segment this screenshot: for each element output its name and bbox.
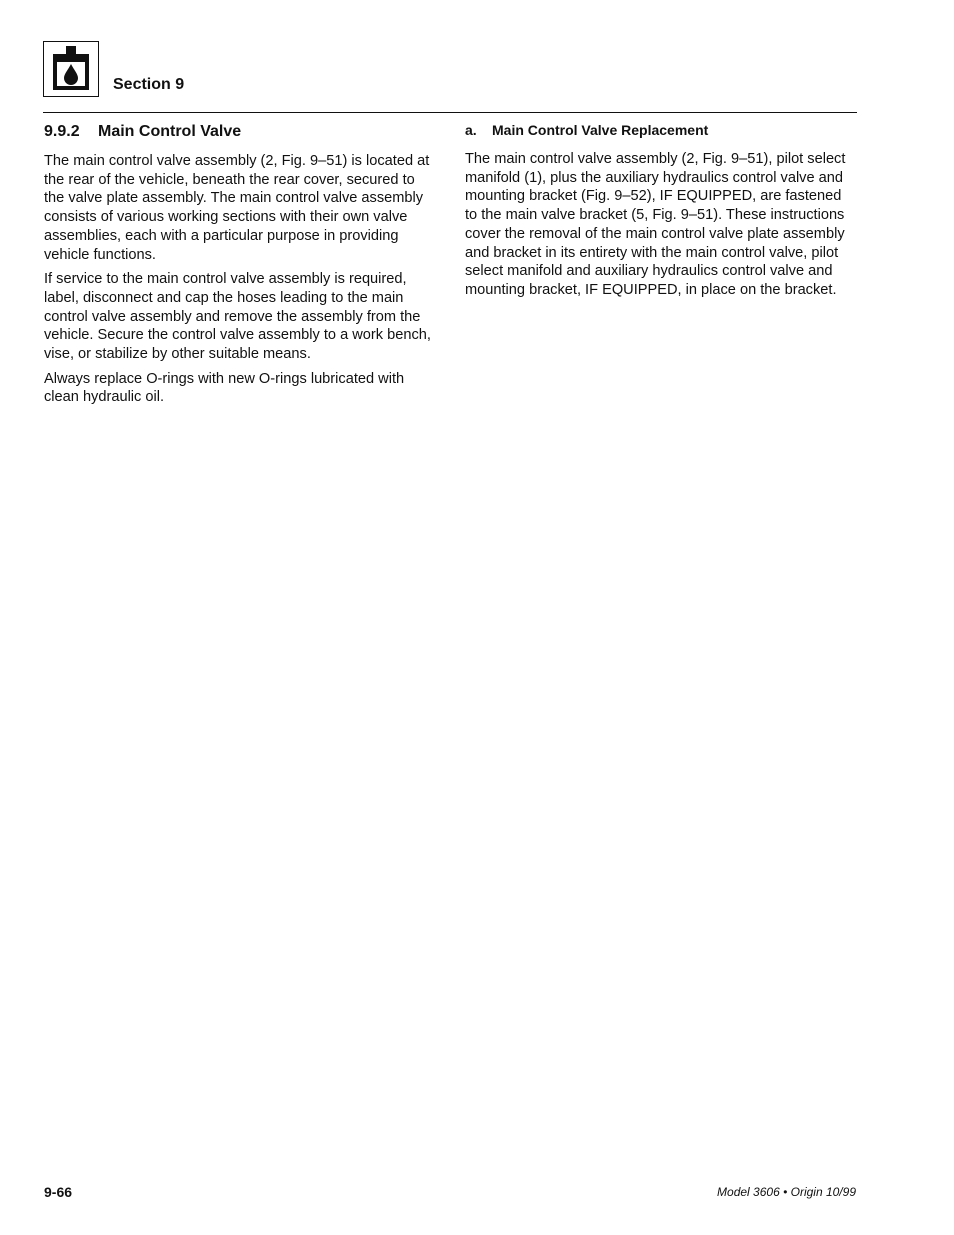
right-column xyxy=(465,120,857,306)
header-divider xyxy=(43,112,857,113)
hydraulic-cylinder-drop-icon xyxy=(48,46,94,92)
section-heading-title: Main Control Valve xyxy=(98,123,242,140)
page-number: 9-66 xyxy=(44,1184,73,1200)
section-title: Section 9 xyxy=(113,76,185,93)
subsection-heading-title: Main Control Valve Replacement xyxy=(492,122,709,138)
section-heading xyxy=(44,122,436,142)
section-icon-frame xyxy=(43,41,99,97)
subsection-heading xyxy=(465,121,857,139)
paragraph-replacement: The main control valve assembly (2, Fig. 9–51), pilot select manifold (1), plus the auxiliary hydraulics control valve and mounting bracket (Fig. 9–52), IF EQUIPPED, are fastened to the main valve bracket (5, Fig. 9–51). These instructions cover the removal of the main control valve plate assembly and bracket in its entirety with the main control valve, pilot select manifold and auxiliary hydraulics control valve and mounting bracket, IF EQUIPPED, in place on the bracket. xyxy=(465,151,846,298)
left-column xyxy=(44,120,436,413)
section-heading-number: 9.9.2 xyxy=(44,123,80,140)
subsection-heading-letter: a. xyxy=(465,122,477,138)
model-info: Model 3606 • Origin 10/99 xyxy=(717,1185,856,1199)
paragraph-o-rings: Always replace O-rings with new O-rings lubricated with clean hydraulic oil. xyxy=(44,370,405,406)
paragraph-service: If service to the main control valve assembly is required, label, disconnect and cap the hoses leading to the main control valve assembly and remove the assembly from the vehicle. Secure the control valve assembly to a work bench, vise, or stabilize by other suitable means. xyxy=(44,271,431,363)
paragraph-location: The main control valve assembly (2, Fig. 9–51) is located at the rear of the vehicle, beneath the rear cover, secured to the valve plate assembly. The main control valve assembly consists of various working sections with their own valve assemblies, each with a particular purpose in providing vehicle functions. xyxy=(44,153,430,263)
